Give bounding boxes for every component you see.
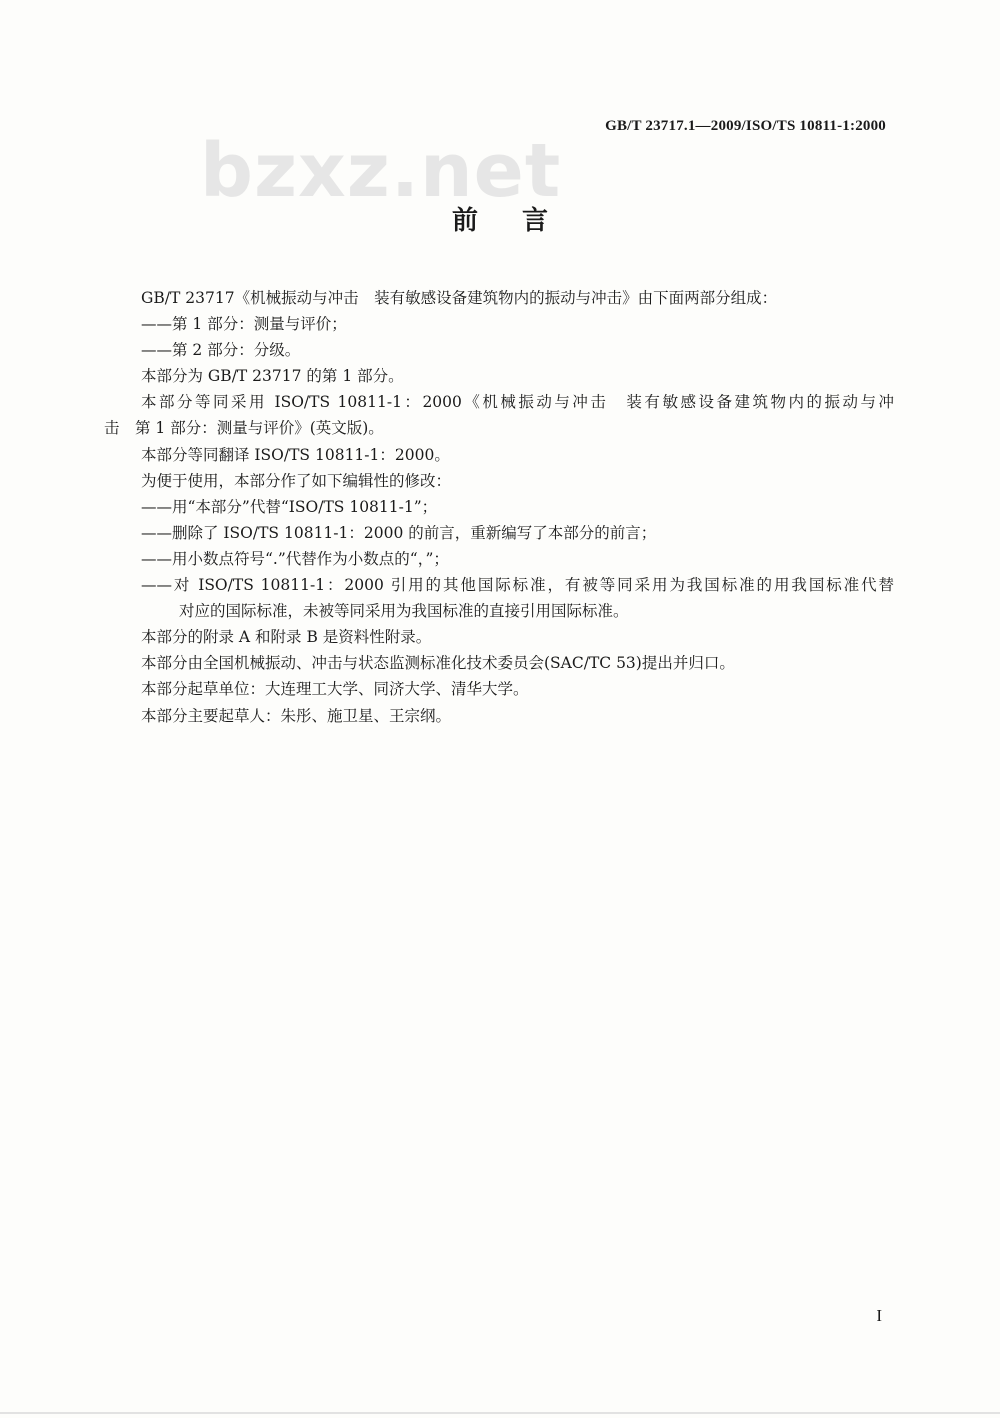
foreword-body (104, 285, 894, 729)
list-item-edit1: ——用“本部分”代替“ISO/TS 10811-1”； (141, 497, 438, 516)
paragraph-annex: 本部分的附录 A 和附录 B 是资料性附录。 (141, 628, 432, 647)
paragraph-proposer: 本部分由全国机械振动、冲击与状态监测标准化技术委员会(SAC/TC 53)提出并归口。 (141, 654, 735, 673)
paragraph-edits-intro: 为便于使用，本部分作了如下编辑性的修改： (141, 471, 452, 490)
page-title: 前言 (451, 206, 592, 236)
list-item-part2: ——第 2 部分：分级。 (141, 341, 301, 360)
paragraph-adoption: 本部分等同采用 ISO/TS 10811-1：2000《机械振动与冲击 装有敏感设备建筑物内的振动与冲 (141, 393, 894, 412)
page-number: I (876, 1306, 882, 1325)
paragraph-intro: GB/T 23717《机械振动与冲击 装有敏感设备建筑物内的振动与冲击》由下面两部分组成： (141, 289, 778, 307)
list-item-edit4-cont: 对应的国际标准，未被等同采用为我国标准的直接引用国际标准。 (179, 602, 629, 621)
list-item-edit4: ——对 ISO/TS 10811-1：2000 引用的其他国际标准，有被等同采用为我国标准的用我国标准代替 (141, 576, 894, 595)
standard-number: GB/T 23717.1—2009/ISO/TS 10811-1:2000 (605, 118, 886, 134)
list-item-edit3: ——用小数点符号“.”代替作为小数点的“，”； (141, 549, 449, 568)
list-item-part1: ——第 1 部分：测量与评价； (141, 315, 347, 334)
paragraph-part-statement: 本部分为 GB/T 23717 的第 1 部分。 (141, 367, 404, 386)
watermark: bzxz.net (200, 128, 562, 214)
paragraph-adoption-cont: 击 第 1 部分：测量与评价》(英文版)。 (104, 419, 384, 438)
paragraph-translation: 本部分等同翻译 ISO/TS 10811-1：2000。 (141, 445, 450, 464)
list-item-edit2: ——删除了 ISO/TS 10811-1：2000 的前言，重新编写了本部分的前言； (141, 523, 657, 542)
bottom-edge (0, 1412, 1000, 1414)
paragraph-drafters: 本部分主要起草人：朱彤、施卫星、王宗纲。 (141, 706, 452, 725)
paragraph-drafting-units: 本部分起草单位：大连理工大学、同济大学、清华大学。 (141, 680, 529, 699)
